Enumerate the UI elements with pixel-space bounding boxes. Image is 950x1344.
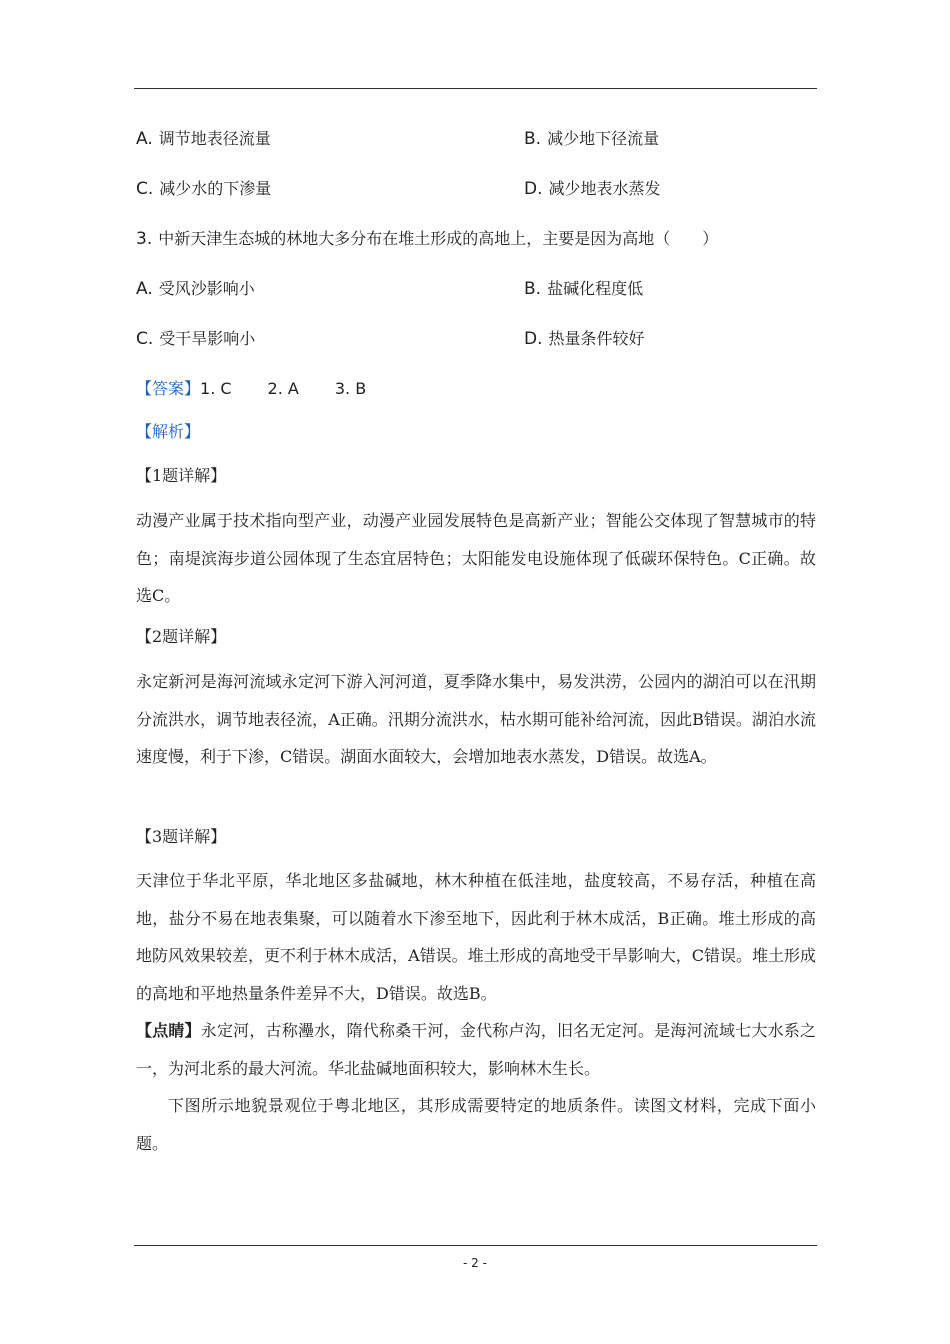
q3-option-d: D. 热量条件较好 [524,329,645,349]
answer-1: 1. C [200,379,232,398]
analysis-label: 【解析】 [136,422,201,441]
q3-stem: 3. 中新天津生态城的林地大多分布在堆土形成的高地上，主要是因为高地（ ） [136,229,719,249]
q2-option-a: A. 调节地表径流量 [136,129,271,149]
q3-option-b: B. 盐碱化程度低 [524,279,644,299]
q3-option-a: A. 受风沙影响小 [136,279,255,299]
q3-option-c: C. 受干旱影响小 [136,329,256,349]
page-number: - 2 - [463,1256,487,1270]
tip-body: 永定河，古称灅水，隋代称桑干河，金代称卢沟，旧名无定河。是海河流域七大水系之一，为河北系的最大河流。华北盐碱地面积较大，影响林木生长。 [136,1021,816,1078]
next-intro: 下图所示地貌景观位于粤北地区，其形成需要特定的地质条件。读图文材料，完成下面小题。 [136,1096,816,1153]
answer-label: 【答案】 [136,379,201,398]
detail1-body: 动漫产业属于技术指向型产业，动漫产业园发展特色是高新产业；智能公交体现了智慧城市的特色；南堤滨海步道公园体现了生态宜居特色；太阳能发电设施体现了低碳环保特色。C正确。故选C。 [136,511,816,605]
answer-3: 3. B [334,379,367,398]
header-rule [134,88,817,89]
detail3-heading: 【3题详解】 [136,827,227,846]
answer-line [136,379,366,399]
detail2-heading: 【2题详解】 [136,627,227,646]
detail3-body: 天津位于华北平原，华北地区多盐碱地，林木种植在低洼地，盐度较高，不易存活，种植在高地，盐分不易在地表集聚，可以随着水下渗至地下，因此利于林木成活，B正确。堆土形成的高地防风效果较差，更不利于林木成活，A错误。堆土形成的高地受干旱影响大，C错误。堆土形成的高地和平地热量条件差异不大，D错误。故选B。 [136,871,816,1003]
detail2-body: 永定新河是海河流域永定河下游入河河道，夏季降水集中，易发洪涝，公园内的湖泊可以在汛期分流洪水，调节地表径流，A正确。汛期分流洪水，枯水期可能补给河流，因此B错误。湖泊水流速度慢，利于下渗，C错误。湖面水面较大，会增加地表水蒸发，D错误。故选A。 [136,672,816,766]
detail1-heading: 【1题详解】 [136,466,227,485]
tip-paragraph [136,1012,816,1087]
footer-rule [134,1245,817,1246]
q2-option-b: B. 减少地下径流量 [524,129,660,149]
q2-option-d: D. 减少地表水蒸发 [524,179,661,199]
q2-option-c: C. 减少水的下渗量 [136,179,272,199]
tip-label: 【点睛】 [136,1021,201,1040]
answer-2: 2. A [267,379,299,398]
